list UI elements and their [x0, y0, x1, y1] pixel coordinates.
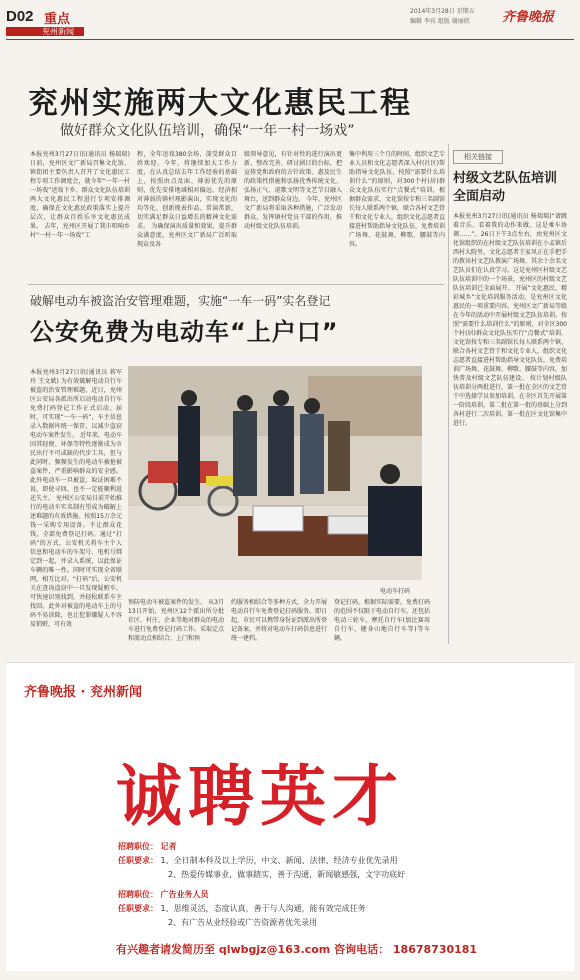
article2-col1: 本报兖州3月27日讯(通讯员 蒋军玲 王文斌) 为有效破解电动自行车被盗的治安管理难题，近日，兖州区公安局各派出所启动电动自行车免费打码登记工作正式启动，届时，可实现“一车一码”，车主信息录入数据库统一保存，以减少盗窃电动车案件发生。 近年来，电动车因其轻便、环保等特性逐渐成为市民出行不可或缺的代步工具，但与此同时，频频发生的电动车被抢被盗案件，严重影响群众的安全感。此外电动车一旦被盗，取证困难不说，即使寻回，也不一定能顺利返还失主。 兖州区公安局目前开始推行的电动车实名制有望成为破解上述难题的有效措施。按照15万余元钱一采购专用设备，不让群众花钱，全部免费登记打码。通过“打码”的方式，公安机关将车主个人信息和电动车的车架号、电机号绑定到一起，并录入系统，以此保证车辆的唯一性。同时可实现全省联网，相互比对。“打码”后，公安机关在查询盗窃中一旦发现疑赃车，可快速识别找到，并轻松联系车主找回。此外对被盗的电动车上的号码不易涂除，也让犯罪嫌疑人不容易销赃，可有效	[30, 369, 122, 628]
post2-req1: 1、思维灵活，态度认真，善于与人沟通，能有效完成任务	[160, 904, 366, 913]
post1-req1: 1、全日制本科及以上学历，中文、新闻、法律、经济专业优先录用	[160, 856, 398, 865]
article2-kicker: 破解电动车被盗治安管理难题，实施“一车一码”实名登记	[30, 294, 331, 308]
article2-col2: 预防电动车被盗案件的发生。 从3月13日开始，兖州区12个派出所分批社区、村庄、企业等地对群众的电动车进行免费登记打码工作。采取定点和流动点相结合，上门和预	[128, 599, 224, 642]
article-divider	[28, 284, 444, 285]
article1-col4: 集中利用三个月的时间，组织文艺专业人员和文化志愿者深入村(社区)帮助指导文化队伍，按照“需要什么培训什么”的原则，对300个村(居)群众文化队伍实行“点餐式”培训，根据群众需求，文化馆按专和三名副馆长每人联系两个镇，联合各村文艺骨干和文化专业人，组织文化志愿者直接进村帮助指导文化队伍，免费培训广场舞、花鼓舞、柳歌、腰鼓等内容。	[349, 151, 445, 248]
page-header	[0, 0, 580, 40]
post1-req-label: 任职要求：	[118, 856, 158, 865]
sidebar-divider	[448, 144, 449, 644]
recruitment-ad	[6, 662, 574, 971]
article2-col3: 约服务相结合等多种方式，全力开展电动自行车免费登记打码服务。即日起，市民可以携带身份证到派出所登记备案，并将对电动车打码信息进行统一建档。	[231, 599, 327, 642]
post2-title: 广告业务人员	[160, 890, 209, 899]
ad-logo: 齐鲁晚报 · 兖州新闻	[24, 685, 142, 700]
page-number: D02	[6, 8, 34, 25]
post1-title: 记者	[160, 842, 177, 851]
photo-caption: 电动车打码	[380, 588, 411, 595]
sidebar-tag: 相关链接	[453, 150, 503, 164]
post2-req-label: 任职要求：	[118, 904, 158, 913]
post1-label: 招聘职位：	[118, 842, 158, 851]
post2-label: 招聘职位：	[118, 890, 158, 899]
article1-subtitle: 做好群众文化队伍培训，确保“一年一村一场戏”	[60, 123, 355, 139]
article2-col4: 登记打码，根据实际需要，免费打码的范围不仅限于电动自行车，还包括电动三轮车，摩托自行车(加比赛用自行车，健身山地自行车等)等车辆。	[334, 599, 430, 642]
ad-headline: 诚聘英才	[116, 757, 404, 835]
newspaper-logo: 齐鲁晚报	[502, 10, 555, 25]
ad-contact[interactable]: 有兴趣者请发简历至 qlwbgjz@163.com 咨询电话： 18678730181	[116, 943, 478, 956]
article1-col3: 级领导意见，有针对性的进行演出更新、整改完善、研讨剧目的台标，把宣传党和政府的方针政策、惠及民生的政策性措施和弘扬优秀传统文化、弘扬正气、讴歌文明等文艺节目融入舞台，送到群众身边。 今年，兖州区文广新局将采取各种措施，广泛发动群众，发挥镇村党员干部的作用，推动村级文化队伍培训。	[244, 151, 342, 230]
article1-col1: 本报兖州3月27日讯(通讯员 杨瑞瑞) 日前，兖州区文广新局召集文化馆、镇街团主要负责人召开了文化惠民工程专项工作调度会，就今年“一年一村一场戏”送戏下乡、群众文化队伍培训两大文化惠民工程进行专项安排调度，确保在文化惠民政策落实上提升层次，让群众百姓乐享文化惠民成果。 去年，兖州区开展了我市唱响乡村“一村一年一场戏”工	[30, 151, 130, 239]
article2-title: 公安免费为电动车“上户口”	[30, 318, 339, 346]
sidebar-title: 村级文艺队伍培训全面启动	[453, 171, 558, 204]
article1-col2: 程，全年送戏380余场，深受群众百姓欢迎。今年，将继续加大工作力度，在认真总结去年工作经验的基础上，按照由点及面、薄弱优先的原则，优先安排地域相对偏远、经济相对薄弱的镇村观影演出，实现文化的均等化、创新现表作品、常演常新，切实满足群众日益增长的精神文化需求。 为确保演出质量和效果，提升群众满意度，兖州区文广新局广泛听取现众及各	[137, 151, 237, 248]
editors-line: 编辑 李宾 组版 谢丽欣	[410, 18, 470, 25]
post2-req2: 2、有广告从业经验或广告资源者优先录用	[168, 918, 318, 927]
header-divider	[6, 39, 574, 40]
article1-title: 兖州实施两大文化惠民工程	[28, 86, 412, 121]
subsection-name: 兖州新闻	[42, 27, 74, 36]
issue-date: 2014年3月28日 星期五	[410, 8, 475, 15]
sidebar-body: 本报兖州3月27日讯(通讯员 杨瑞瑞)“请跳着音乐、看着我的动作来做，这是乘车协调……”。26日下午3点左右，由兖州区文化馆组织的在村级文艺队伍培训在小孟镇后西村大院里，文化志愿者王家凤正在手把手的教该村文艺队教演广场舞，其余十余名文艺队员们在认真学习。这是兖州区村级文艺队伍培训中的一个场景，兖州区的村级文艺队伍培训已全面展开。 开展“文化惠民、精彩城乡”文化培训服务活动，是兖州区文化惠民的一项重要内容。兖州区文广新局等级在今年的活动中开展村级文艺队伍培训。按照“需要什么培训什么”的原则，对全区300个村(居)群众文化队伍实行“点餐式”培训，文化馆按专和三名副馆长每人联系两个镇，联合各村文艺骨干和文化专业人，组织文化志愿者直接进村帮助指导文化队伍，免费培训广场舞、花鼓舞、柳歌、腰鼓等内容，加快普及村级文艺队伍建设。 按计划村级队伍培训分两批进行，第一批在全区的文艺骨干中选择学员参加培训，在全区首先开展第一阶段培训，第二批在第一批的基础上分到各村进行二次培训。第一批在区文化馆集中进行。	[453, 213, 567, 427]
post1-req2: 2、热爱传媒事业，做事踏实，善于沟通，新闻敏感强，文字功底好	[168, 870, 406, 879]
news-photo	[128, 366, 422, 580]
section-name: 重点	[44, 12, 71, 27]
